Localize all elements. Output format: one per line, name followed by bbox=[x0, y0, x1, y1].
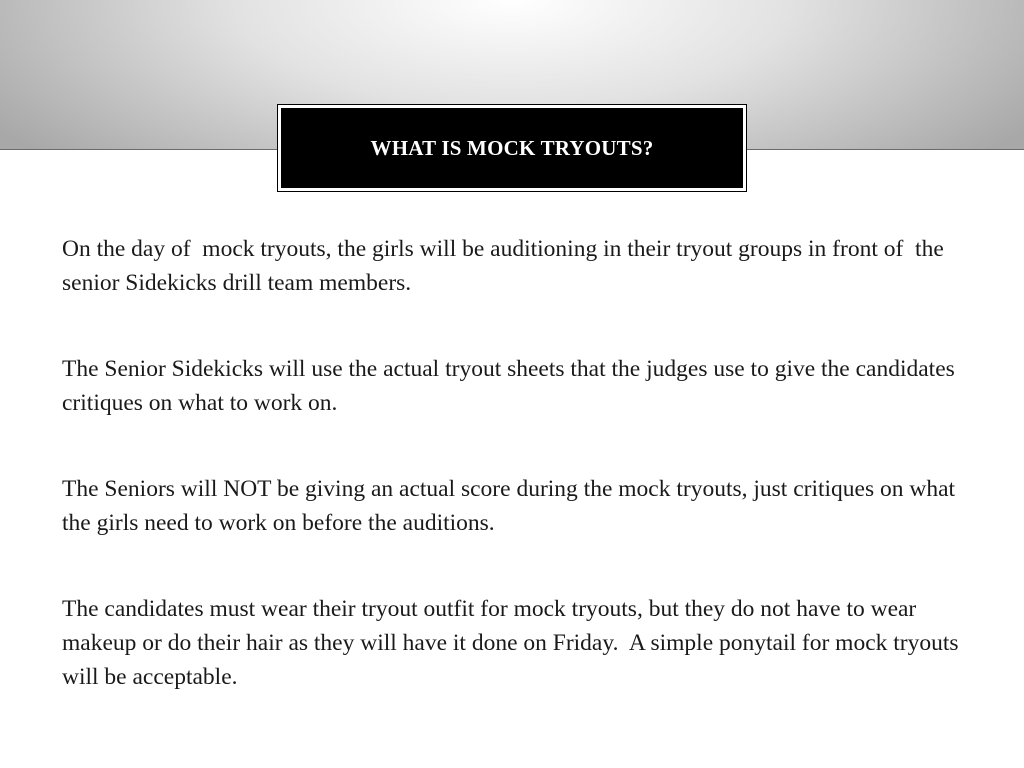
title-frame bbox=[277, 104, 747, 192]
paragraph-outfit: The candidates must wear their tryout outfit for mock tryouts, but they do not have to wear makeup or do their hair as they will have it done on Friday. A simple ponytail for mock tryouts will be acceptable. bbox=[62, 596, 965, 690]
title-box bbox=[281, 108, 743, 188]
slide-body bbox=[62, 232, 972, 746]
paragraph-no-score: The Seniors will NOT be giving an actual score during the mock tryouts, just critiques on what the girls need to work on before the auditions. bbox=[62, 476, 961, 536]
slide-title: WHAT IS MOCK TRYOUTS? bbox=[370, 135, 654, 160]
paragraph-mock-tryouts-day: On the day of mock tryouts, the girls will be auditioning in their tryout groups in front of the senior Sidekicks drill team members. bbox=[62, 236, 950, 296]
paragraph-tryout-sheets: The Senior Sidekicks will use the actual tryout sheets that the judges use to give the candidates critiques on what to work on. bbox=[62, 356, 961, 416]
